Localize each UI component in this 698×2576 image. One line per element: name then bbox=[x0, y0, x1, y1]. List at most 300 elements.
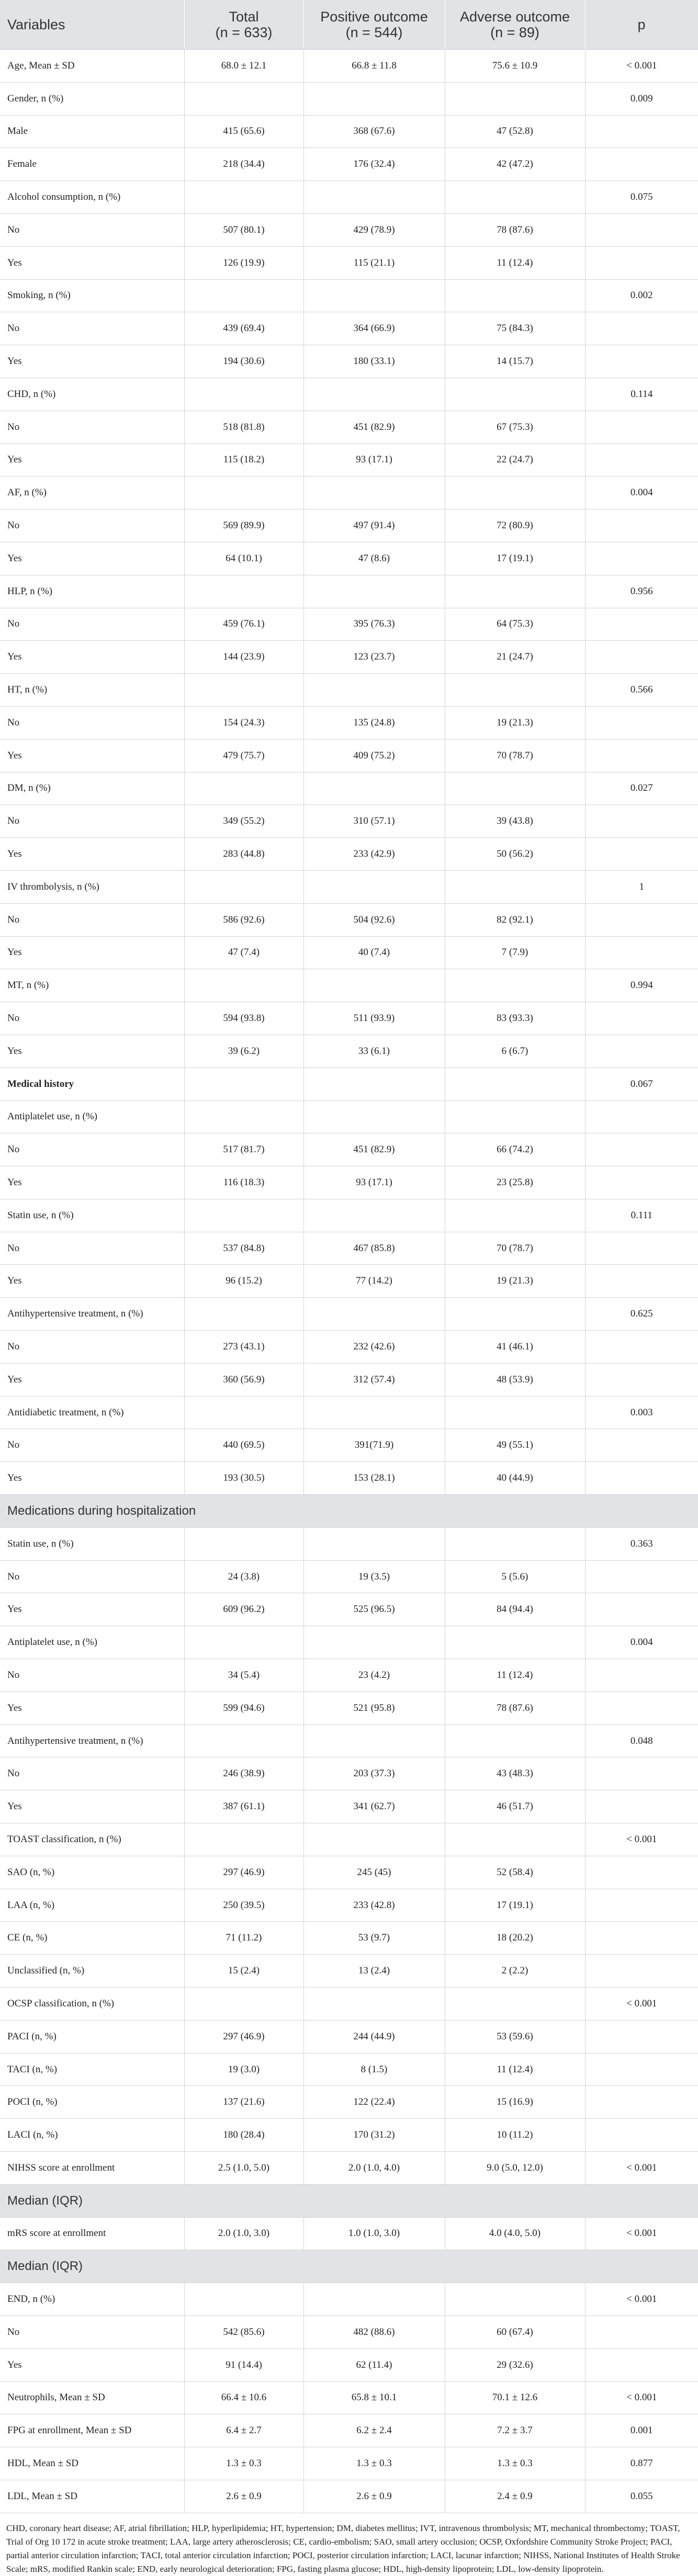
positive-cell bbox=[303, 674, 445, 707]
header-total-label: Total bbox=[229, 9, 259, 25]
positive-cell bbox=[303, 82, 445, 115]
adverse-cell: 72 (80.9) bbox=[445, 509, 585, 542]
total-cell: 250 (39.5) bbox=[184, 1889, 303, 1922]
variable-cell: HT, n (%) bbox=[0, 674, 184, 707]
total-cell: 96 (15.2) bbox=[184, 1265, 303, 1298]
section-row bbox=[0, 1495, 698, 1528]
variable-cell: Yes bbox=[0, 542, 184, 575]
variable-cell: MT, n (%) bbox=[0, 969, 184, 1002]
p-value-cell: 0.001 bbox=[585, 2414, 698, 2447]
adverse-cell: 2 (2.2) bbox=[445, 1955, 585, 1988]
total-cell bbox=[184, 378, 303, 411]
positive-cell: 23 (4.2) bbox=[303, 1659, 445, 1692]
adverse-cell: 10 (11.2) bbox=[445, 2119, 585, 2152]
positive-cell: 93 (17.1) bbox=[303, 444, 445, 476]
positive-cell: 395 (76.3) bbox=[303, 608, 445, 641]
variable-cell: Yes bbox=[0, 641, 184, 674]
adverse-cell bbox=[445, 1396, 585, 1429]
p-value-cell bbox=[585, 1593, 698, 1626]
table-row bbox=[0, 739, 698, 772]
total-cell: 116 (18.3) bbox=[184, 1166, 303, 1199]
p-value-cell bbox=[585, 148, 698, 181]
positive-cell bbox=[303, 1100, 445, 1133]
p-value-cell bbox=[585, 2053, 698, 2086]
table-row bbox=[0, 936, 698, 969]
total-cell: 297 (46.9) bbox=[184, 1856, 303, 1889]
p-value-cell: 0.004 bbox=[585, 476, 698, 509]
total-cell: 246 (38.9) bbox=[184, 1757, 303, 1790]
table-row bbox=[0, 1955, 698, 1988]
p-value-cell bbox=[585, 2119, 698, 2152]
p-value-cell bbox=[585, 1002, 698, 1035]
p-value-cell: 0.048 bbox=[585, 1724, 698, 1757]
total-cell bbox=[184, 1068, 303, 1100]
total-cell bbox=[184, 1823, 303, 1856]
table-row bbox=[0, 1265, 698, 1298]
adverse-cell: 83 (93.3) bbox=[445, 1002, 585, 1035]
positive-cell bbox=[303, 2283, 445, 2316]
adverse-cell: 23 (25.8) bbox=[445, 1166, 585, 1199]
adverse-cell: 15 (16.9) bbox=[445, 2086, 585, 2119]
adverse-cell: 41 (46.1) bbox=[445, 1331, 585, 1364]
positive-cell bbox=[303, 1298, 445, 1331]
table-row bbox=[0, 444, 698, 476]
total-cell: 297 (46.9) bbox=[184, 2020, 303, 2053]
p-value-cell: 0.067 bbox=[585, 1068, 698, 1100]
adverse-cell: 39 (43.8) bbox=[445, 805, 585, 838]
adverse-cell: 14 (15.7) bbox=[445, 345, 585, 378]
adverse-cell: 11 (12.4) bbox=[445, 246, 585, 279]
p-value-cell bbox=[585, 936, 698, 969]
variable-cell: Yes bbox=[0, 1035, 184, 1068]
total-cell bbox=[184, 1100, 303, 1133]
positive-cell: 310 (57.1) bbox=[303, 805, 445, 838]
variable-cell: Yes bbox=[0, 444, 184, 476]
section-row bbox=[0, 2184, 698, 2217]
adverse-cell: 75.6 ± 10.9 bbox=[445, 50, 585, 83]
table-row bbox=[0, 1988, 698, 2021]
positive-cell bbox=[303, 969, 445, 1002]
variable-cell: Antidiabetic treatment, n (%) bbox=[0, 1396, 184, 1429]
table-row bbox=[0, 1659, 698, 1692]
section-label: Medications during hospitalization bbox=[0, 1495, 698, 1528]
positive-cell: 525 (96.5) bbox=[303, 1593, 445, 1626]
total-cell: 15 (2.4) bbox=[184, 1955, 303, 1988]
positive-cell: 368 (67.6) bbox=[303, 115, 445, 148]
variable-cell: Antihypertensive treatment, n (%) bbox=[0, 1298, 184, 1331]
positive-cell: 233 (42.9) bbox=[303, 838, 445, 871]
variable-cell: AF, n (%) bbox=[0, 476, 184, 509]
variable-cell: Yes bbox=[0, 246, 184, 279]
table-row bbox=[0, 1068, 698, 1100]
total-cell: 518 (81.8) bbox=[184, 411, 303, 444]
total-cell: 586 (92.6) bbox=[184, 903, 303, 936]
p-value-cell bbox=[585, 1100, 698, 1133]
adverse-cell: 70.1 ± 12.6 bbox=[445, 2381, 585, 2414]
variable-cell: No bbox=[0, 509, 184, 542]
header-positive-label: Positive outcome bbox=[320, 9, 428, 25]
variable-cell: Yes bbox=[0, 1462, 184, 1495]
table-footnote: CHD, coronary heart disease; AF, atrial fibrillation; HLP, hyperlipidemia; HT, hypertension; DM, diabetes mellitus; IVT, intravenous thrombolysis; MT, mechanical thrombectomy; TOAST, Trial of Org 10 172 in acute stroke treatment; LAA, large artery atherosclerosis; CE, cardio-embolism; SAO, small artery occlusion; OCSP, Oxfordshire Community Stroke Project; PACI, partial anterior circulation infarction; TACI, total anterior circulation infarction; POCI, posterior circulation infarction; LACI, lacunar infarction; NIHSS, National Institutes of Health Stroke Scale; mRS, modified Rankin scale; END, early neurological deterioration; FPG, fasting plasma glucose; HDL, high-density lipoprotein; LDL, low-density lipoprotein. bbox=[6, 2523, 680, 2574]
p-value-cell: 1 bbox=[585, 870, 698, 903]
adverse-cell: 21 (24.7) bbox=[445, 641, 585, 674]
total-cell: 609 (96.2) bbox=[184, 1593, 303, 1626]
p-value-cell: 0.009 bbox=[585, 82, 698, 115]
header-p: p bbox=[585, 0, 698, 50]
p-value-cell bbox=[585, 903, 698, 936]
variable-cell: Medical history bbox=[0, 1068, 184, 1100]
total-cell: 115 (18.2) bbox=[184, 444, 303, 476]
total-cell: 517 (81.7) bbox=[184, 1133, 303, 1166]
positive-cell bbox=[303, 378, 445, 411]
total-cell: 71 (11.2) bbox=[184, 1922, 303, 1955]
positive-cell bbox=[303, 1527, 445, 1560]
variable-cell: No bbox=[0, 706, 184, 739]
total-cell bbox=[184, 969, 303, 1002]
total-cell: 218 (34.4) bbox=[184, 148, 303, 181]
positive-cell: 497 (91.4) bbox=[303, 509, 445, 542]
total-cell: 19 (3.0) bbox=[184, 2053, 303, 2086]
positive-cell bbox=[303, 181, 445, 214]
table-row bbox=[0, 1757, 698, 1790]
header-adverse bbox=[445, 0, 585, 50]
table-row bbox=[0, 345, 698, 378]
table-row bbox=[0, 1232, 698, 1265]
p-value-cell bbox=[585, 1462, 698, 1495]
table-row bbox=[0, 2053, 698, 2086]
positive-cell bbox=[303, 575, 445, 608]
table-row bbox=[0, 1199, 698, 1232]
p-value-cell: 0.111 bbox=[585, 1199, 698, 1232]
total-cell bbox=[184, 181, 303, 214]
adverse-cell bbox=[445, 82, 585, 115]
positive-cell bbox=[303, 1724, 445, 1757]
table-row bbox=[0, 575, 698, 608]
adverse-cell bbox=[445, 378, 585, 411]
variable-cell: No bbox=[0, 1331, 184, 1364]
adverse-cell: 84 (94.4) bbox=[445, 1593, 585, 1626]
table-row bbox=[0, 1823, 698, 1856]
adverse-cell: 5 (5.6) bbox=[445, 1560, 585, 1593]
variable-cell: NIHSS score at enrollment bbox=[0, 2152, 184, 2185]
table-row bbox=[0, 674, 698, 707]
variable-cell: No bbox=[0, 805, 184, 838]
table-row bbox=[0, 1692, 698, 1724]
total-cell: 194 (30.6) bbox=[184, 345, 303, 378]
adverse-cell: 75 (84.3) bbox=[445, 312, 585, 345]
total-cell: 154 (24.3) bbox=[184, 706, 303, 739]
table-row bbox=[0, 2414, 698, 2447]
total-cell bbox=[184, 476, 303, 509]
total-cell: 273 (43.1) bbox=[184, 1331, 303, 1364]
variable-cell: FPG at enrollment, Mean ± SD bbox=[0, 2414, 184, 2447]
positive-cell: 233 (42.8) bbox=[303, 1889, 445, 1922]
positive-cell: 244 (44.9) bbox=[303, 2020, 445, 2053]
positive-cell: 153 (28.1) bbox=[303, 1462, 445, 1495]
total-cell: 569 (89.9) bbox=[184, 509, 303, 542]
p-value-cell bbox=[585, 444, 698, 476]
variable-cell: HLP, n (%) bbox=[0, 575, 184, 608]
total-cell bbox=[184, 1298, 303, 1331]
positive-cell: 409 (75.2) bbox=[303, 739, 445, 772]
table-row bbox=[0, 1298, 698, 1331]
variable-cell: Yes bbox=[0, 1593, 184, 1626]
positive-cell bbox=[303, 870, 445, 903]
variable-cell: TOAST classification, n (%) bbox=[0, 1823, 184, 1856]
p-value-cell: < 0.001 bbox=[585, 1823, 698, 1856]
positive-cell bbox=[303, 279, 445, 312]
variable-cell: No bbox=[0, 903, 184, 936]
p-value-cell bbox=[585, 1035, 698, 1068]
positive-cell: 341 (62.7) bbox=[303, 1790, 445, 1823]
p-value-cell: 0.994 bbox=[585, 969, 698, 1002]
p-value-cell bbox=[585, 1232, 698, 1265]
positive-cell bbox=[303, 1199, 445, 1232]
adverse-cell bbox=[445, 1626, 585, 1659]
total-cell bbox=[184, 1988, 303, 2021]
p-value-cell bbox=[585, 706, 698, 739]
adverse-cell: 1.3 ± 0.3 bbox=[445, 2447, 585, 2480]
table-body bbox=[0, 50, 698, 2513]
table-row bbox=[0, 1133, 698, 1166]
total-cell bbox=[184, 82, 303, 115]
p-value-cell: 0.625 bbox=[585, 1298, 698, 1331]
adverse-cell bbox=[445, 772, 585, 805]
adverse-cell: 49 (55.1) bbox=[445, 1429, 585, 1462]
adverse-cell bbox=[445, 2283, 585, 2316]
variable-cell: END, n (%) bbox=[0, 2283, 184, 2316]
total-cell: 2.0 (1.0, 3.0) bbox=[184, 2217, 303, 2250]
p-value-cell: < 0.001 bbox=[585, 2152, 698, 2185]
p-value-cell: < 0.001 bbox=[585, 2283, 698, 2316]
adverse-cell: 18 (20.2) bbox=[445, 1922, 585, 1955]
variable-cell: Statin use, n (%) bbox=[0, 1527, 184, 1560]
p-value-cell bbox=[585, 1331, 698, 1364]
positive-cell bbox=[303, 1988, 445, 2021]
total-cell: 64 (10.1) bbox=[184, 542, 303, 575]
adverse-cell: 52 (58.4) bbox=[445, 1856, 585, 1889]
p-value-cell: < 0.001 bbox=[585, 2381, 698, 2414]
table-row bbox=[0, 2348, 698, 2381]
table-row bbox=[0, 509, 698, 542]
table-row bbox=[0, 279, 698, 312]
total-cell: 415 (65.6) bbox=[184, 115, 303, 148]
table-row bbox=[0, 1889, 698, 1922]
positive-cell: 77 (14.2) bbox=[303, 1265, 445, 1298]
positive-cell: 53 (9.7) bbox=[303, 1922, 445, 1955]
variable-cell: Antiplatelet use, n (%) bbox=[0, 1626, 184, 1659]
total-cell: 594 (93.8) bbox=[184, 1002, 303, 1035]
positive-cell: 176 (32.4) bbox=[303, 148, 445, 181]
variable-cell: No bbox=[0, 1002, 184, 1035]
adverse-cell: 2.4 ± 0.9 bbox=[445, 2480, 585, 2513]
p-value-cell: 0.956 bbox=[585, 575, 698, 608]
total-cell: 542 (85.6) bbox=[184, 2316, 303, 2348]
variable-cell: CE (n, %) bbox=[0, 1922, 184, 1955]
positive-cell bbox=[303, 1626, 445, 1659]
adverse-cell: 47 (52.8) bbox=[445, 115, 585, 148]
adverse-cell: 78 (87.6) bbox=[445, 1692, 585, 1724]
variable-cell: Female bbox=[0, 148, 184, 181]
table-row bbox=[0, 2316, 698, 2348]
variable-cell: LAA (n, %) bbox=[0, 1889, 184, 1922]
table-row bbox=[0, 2381, 698, 2414]
table-row bbox=[0, 50, 698, 83]
adverse-cell: 11 (12.4) bbox=[445, 2053, 585, 2086]
table-row bbox=[0, 1331, 698, 1364]
table-row bbox=[0, 1100, 698, 1133]
p-value-cell bbox=[585, 1166, 698, 1199]
table-row bbox=[0, 1856, 698, 1889]
total-cell bbox=[184, 575, 303, 608]
positive-cell: 203 (37.3) bbox=[303, 1757, 445, 1790]
adverse-cell: 17 (19.1) bbox=[445, 1889, 585, 1922]
p-value-cell bbox=[585, 1265, 698, 1298]
variable-cell: No bbox=[0, 1232, 184, 1265]
table-row bbox=[0, 2283, 698, 2316]
variable-cell: POCI (n, %) bbox=[0, 2086, 184, 2119]
adverse-cell: 22 (24.7) bbox=[445, 444, 585, 476]
positive-cell: 511 (93.9) bbox=[303, 1002, 445, 1035]
p-value-cell: < 0.001 bbox=[585, 1988, 698, 2021]
table-row bbox=[0, 1922, 698, 1955]
variable-cell: OCSP classification, n (%) bbox=[0, 1988, 184, 2021]
adverse-cell bbox=[445, 575, 585, 608]
p-value-cell bbox=[585, 509, 698, 542]
table-row bbox=[0, 2217, 698, 2250]
adverse-cell bbox=[445, 1527, 585, 1560]
variable-cell: Age, Mean ± SD bbox=[0, 50, 184, 83]
table-row bbox=[0, 411, 698, 444]
positive-cell: 2.0 (1.0, 4.0) bbox=[303, 2152, 445, 2185]
adverse-cell bbox=[445, 1988, 585, 2021]
adverse-cell: 64 (75.3) bbox=[445, 608, 585, 641]
total-cell: 144 (23.9) bbox=[184, 641, 303, 674]
total-cell bbox=[184, 772, 303, 805]
table-row bbox=[0, 1166, 698, 1199]
positive-cell: 19 (3.5) bbox=[303, 1560, 445, 1593]
adverse-cell: 60 (67.4) bbox=[445, 2316, 585, 2348]
total-cell: 126 (19.9) bbox=[184, 246, 303, 279]
variable-cell: Gender, n (%) bbox=[0, 82, 184, 115]
header-total bbox=[184, 0, 303, 50]
adverse-cell: 19 (21.3) bbox=[445, 706, 585, 739]
table-row bbox=[0, 213, 698, 246]
adverse-cell bbox=[445, 1724, 585, 1757]
variable-cell: HDL, Mean ± SD bbox=[0, 2447, 184, 2480]
table-row bbox=[0, 2152, 698, 2185]
positive-cell: 364 (66.9) bbox=[303, 312, 445, 345]
total-cell bbox=[184, 1626, 303, 1659]
adverse-cell bbox=[445, 476, 585, 509]
p-value-cell bbox=[585, 2316, 698, 2348]
p-value-cell: 0.003 bbox=[585, 1396, 698, 1429]
p-value-cell: 0.055 bbox=[585, 2480, 698, 2513]
total-cell: 439 (69.4) bbox=[184, 312, 303, 345]
variable-cell: No bbox=[0, 411, 184, 444]
p-value-cell bbox=[585, 1790, 698, 1823]
variable-cell: Yes bbox=[0, 838, 184, 871]
total-cell: 39 (6.2) bbox=[184, 1035, 303, 1068]
positive-cell: 1.0 (1.0, 3.0) bbox=[303, 2217, 445, 2250]
p-value-cell: 0.002 bbox=[585, 279, 698, 312]
adverse-cell: 43 (48.3) bbox=[445, 1757, 585, 1790]
positive-cell: 135 (24.8) bbox=[303, 706, 445, 739]
table-row bbox=[0, 1593, 698, 1626]
header-total-n: (n = 633) bbox=[215, 25, 273, 40]
table-row bbox=[0, 2020, 698, 2053]
table-row bbox=[0, 2447, 698, 2480]
p-value-cell bbox=[585, 805, 698, 838]
table-row bbox=[0, 1462, 698, 1495]
p-value-cell bbox=[585, 1692, 698, 1724]
positive-cell: 451 (82.9) bbox=[303, 1133, 445, 1166]
p-value-cell: 0.566 bbox=[585, 674, 698, 707]
total-cell bbox=[184, 279, 303, 312]
positive-cell: 2.6 ± 0.9 bbox=[303, 2480, 445, 2513]
variable-cell: No bbox=[0, 1429, 184, 1462]
positive-cell: 429 (78.9) bbox=[303, 213, 445, 246]
variable-cell: Yes bbox=[0, 2348, 184, 2381]
adverse-cell: 50 (56.2) bbox=[445, 838, 585, 871]
positive-cell: 312 (57.4) bbox=[303, 1363, 445, 1396]
variable-cell: SAO (n, %) bbox=[0, 1856, 184, 1889]
p-value-cell bbox=[585, 1429, 698, 1462]
adverse-cell bbox=[445, 870, 585, 903]
table-row bbox=[0, 1790, 698, 1823]
table-row bbox=[0, 608, 698, 641]
total-cell: 91 (14.4) bbox=[184, 2348, 303, 2381]
positive-cell: 170 (31.2) bbox=[303, 2119, 445, 2152]
p-value-cell bbox=[585, 608, 698, 641]
variable-cell: Yes bbox=[0, 1363, 184, 1396]
total-cell bbox=[184, 674, 303, 707]
total-cell bbox=[184, 2283, 303, 2316]
adverse-cell bbox=[445, 1068, 585, 1100]
p-value-cell bbox=[585, 1856, 698, 1889]
variable-cell: No bbox=[0, 1133, 184, 1166]
p-value-cell bbox=[585, 213, 698, 246]
table-row bbox=[0, 838, 698, 871]
positive-cell: 482 (88.6) bbox=[303, 2316, 445, 2348]
adverse-cell bbox=[445, 674, 585, 707]
total-cell: 599 (94.6) bbox=[184, 1692, 303, 1724]
table-row bbox=[0, 706, 698, 739]
p-value-cell: 0.027 bbox=[585, 772, 698, 805]
total-cell: 440 (69.5) bbox=[184, 1429, 303, 1462]
variable-cell: TACI (n, %) bbox=[0, 2053, 184, 2086]
positive-cell: 504 (92.6) bbox=[303, 903, 445, 936]
table-row bbox=[0, 903, 698, 936]
p-value-cell: < 0.001 bbox=[585, 2217, 698, 2250]
p-value-cell bbox=[585, 246, 698, 279]
total-cell: 34 (5.4) bbox=[184, 1659, 303, 1692]
variable-cell: LDL, Mean ± SD bbox=[0, 2480, 184, 2513]
positive-cell: 180 (33.1) bbox=[303, 345, 445, 378]
adverse-cell: 6 (6.7) bbox=[445, 1035, 585, 1068]
table-row bbox=[0, 969, 698, 1002]
total-cell: 24 (3.8) bbox=[184, 1560, 303, 1593]
total-cell: 6.4 ± 2.7 bbox=[184, 2414, 303, 2447]
total-cell bbox=[184, 1199, 303, 1232]
positive-cell: 62 (11.4) bbox=[303, 2348, 445, 2381]
p-value-cell bbox=[585, 1889, 698, 1922]
positive-cell: 245 (45) bbox=[303, 1856, 445, 1889]
total-cell: 137 (21.6) bbox=[184, 2086, 303, 2119]
p-value-cell bbox=[585, 739, 698, 772]
p-value-cell: 0.114 bbox=[585, 378, 698, 411]
header-adverse-n: (n = 89) bbox=[490, 25, 539, 40]
